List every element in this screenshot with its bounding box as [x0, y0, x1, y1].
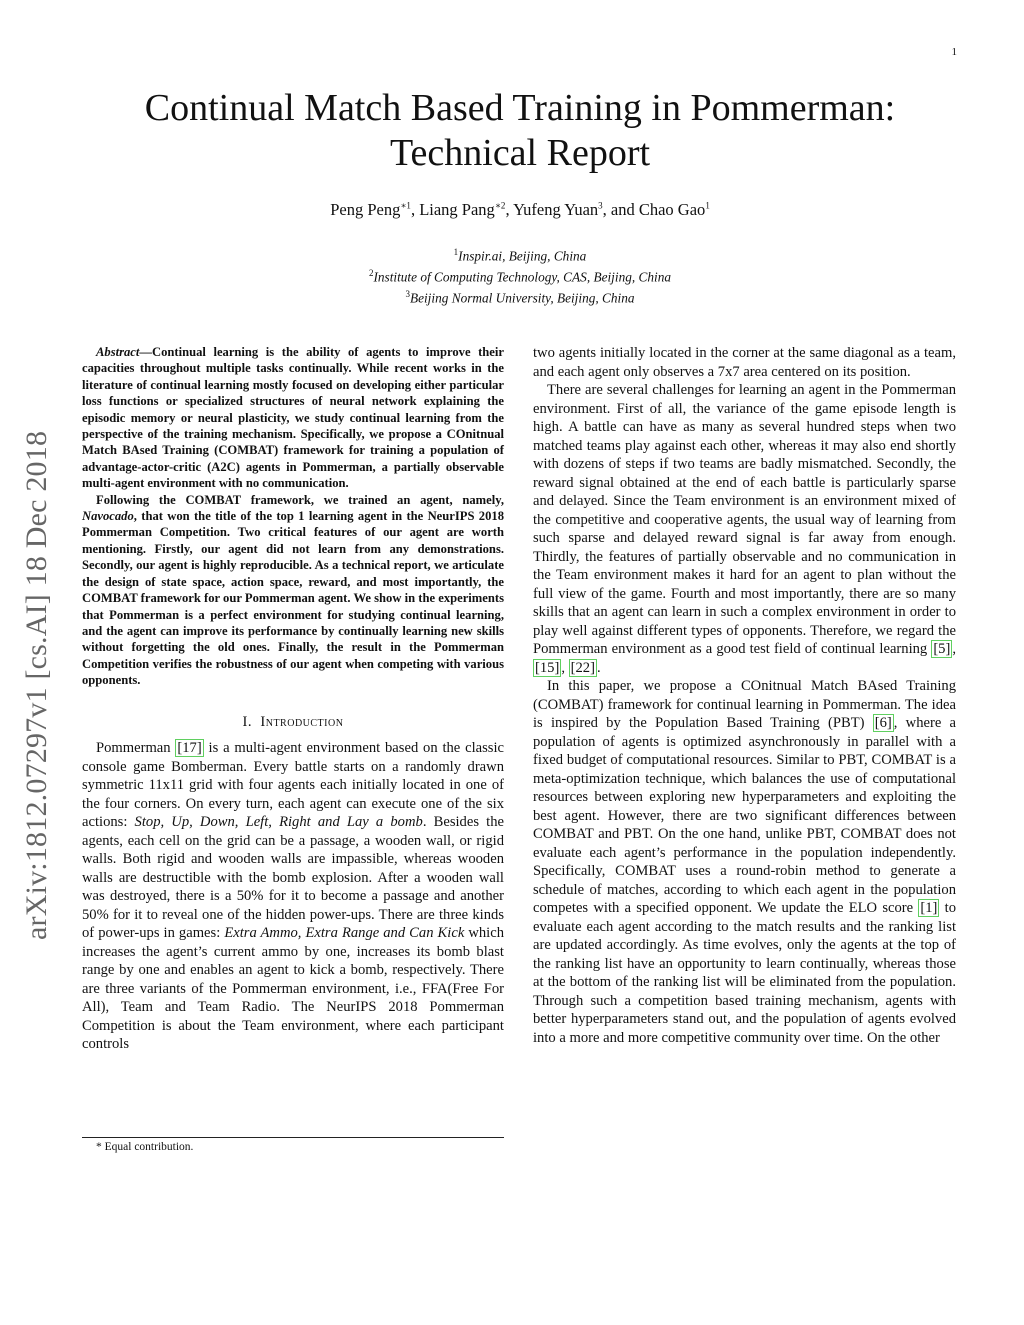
abstract — [82, 344, 504, 689]
citation-link[interactable]: [6] — [874, 715, 892, 731]
citation-link[interactable]: [22] — [570, 659, 595, 676]
page-number: 1 — [951, 46, 957, 58]
affiliation: $^2$Institute of Computing Technology, CAS, Beijing, China — [368, 267, 672, 285]
affiliations — [90, 244, 950, 307]
author-mark: 3 — [598, 200, 603, 211]
body-paragraph: Pommerman [17] is a multi-agent environment based on the classic console game Bomberman. Every battle starts on a randomly drawn symmetric 11x11 grid with four agents each initially located in one of the four corners. On every turn, each agent can execute one of the six actions: Stop, Up, Down, Left, Right and Lay a bomb. Besides the agents, each cell on the grid can be a passage, a wooden wall, or rigid walls. Both rigid and wooden walls are impassible, whereas wooden walls are destructible with the bomb explosion. After a wooden wall was destroyed, there is a 50% for it to become a passage and another 50% for it to reveal one of the hidden power-ups. There are three kinds of power-ups in games: Extra Ammo, Extra Range and Can Kick which increases the agent’s current ammo by one, increases its bomb blast range by one and enables an agent to kick a bomb, respectively. There are three variants of the Pommerman environment, i.e., FFA(Free For All), Team and Team Radio. The NeurIPS 2018 Pommerman Competition is about the Team environment, where each participant controls — [82, 740, 504, 1053]
body-paragraph: There are several challenges for learning an agent in the Pommerman environment. First of all, the variance of the game episode length is high. A battle can have as many as several hundred steps when two matched teams play against each other, whereas it may also end shortly with dozens of steps if two teams are badly mismatched. Secondly, the reward signal obtained at the end of each battle is particularly sparse and delayed. Since the Team environment is an environment mixed of the competitive and cooperative agents, the usual way of learning from such sparse and delayed reward signal is far away from enough. Thirdly, the features of partially observable and no communication in the Team environment makes it hard for an agent to plan without the full view of the game. Fourth and most importantly, there are so many skills that an agent can learn in such a complex environment in order to play well against different types of opponents. Therefore, we regard the Pommerman environment as a good test field of continual learning [5] , [15] , [22] . — [533, 382, 956, 676]
author-mark: ∗2 — [494, 200, 506, 211]
left-column — [82, 344, 504, 1054]
footnote-rule — [82, 1137, 504, 1138]
citation-link[interactable]: [1] — [920, 900, 938, 916]
footnote: * Equal contribution. — [96, 1141, 194, 1153]
abstract-paragraph: Following the COMBAT framework, we trained an agent, namely, Navocado, that won the title of the top 1 learning agent in the NeurIPS 2018 Pommerman Competition. Two critical features of our agent are worth mentioning. Firstly, our agent did not learn from any demonstrations. Secondly, our agent is highly reproducible. As a technical report, we articulate the design of state space, action space, reward, and most importantly, the COMBAT framework for our Pommerman agent. We show in the experiments that Pommerman is a perfect environment for studying continual learning, and the agent can improve its performance by continually learning new skills without forgetting the old ones. Finally, the result in the Pommerman Competition verifies the robustness of our agent when competing with various opponents. — [82, 492, 504, 688]
affiliation: $^3$Beijing Normal University, Beijing, China — [405, 288, 635, 306]
abstract-paragraph: Abstract—Continual learning is the ability of agents to improve their capacities throughout multiple tasks continually. While recent works in the literature of continual learning mostly focused on developing either particular loss functions or specialized structures of neural network explaining the episodic memory or neural plasticity, we study continual learning from the perspective of the training mechanism. Specifically, we propose a COnitnual Match BAsed Training (COMBAT) framework for training a population of advantage-actor-critic (A2C) agents in Pommerman, a partially observable multi-agent environment with no communication. — [82, 345, 504, 491]
citation-link[interactable]: [15] — [535, 659, 560, 676]
body-paragraph: two agents initially located in the corner at the same diagonal as a team, and each agent only observes a 7x7 area centered on its position. — [533, 345, 956, 380]
author-name: Liang Pang — [419, 200, 495, 219]
body-paragraph: In this paper, we propose a COnitnual Match BAsed Training (COMBAT) framework for continual learning in Pommerman. The idea is inspired by the Population Based Training (PBT) [6] , where a population of agents is optimized asynchronously in parallel with a fixed budget of computational resources. Similar to PBT, COMBAT is a meta-optimization technique, which balances the use of computational resources between exploring new hyperparameters and exploiting the best agent. However, there are two significant differences between COMBAT and PBT. On the one hand, unlike PBT, COMBAT does not evaluate each agent’s performance in the population independently. Specifically, COMBAT uses a round-robin method to generate a schedule of matches, according to which each agent in the population competes with a specified opponent. We update the ELO score [1] to evaluate each agent according to the match results and the ranking list are updated accordingly. As time evolves, only the agents at the top of the ranking list have an opportunity to learn continually, whereas those at the bottom of the ranking list will be eliminated from the population. Through such a competition based training mechanism, agents with better hyperparameters stand out, and the population of agents evolved into a more and more competitive community over time. On the other — [533, 678, 957, 1046]
author-mark: ∗1 — [400, 200, 411, 211]
arxiv-identifier: arXiv:1812.07297v1 [cs.AI] 18 Dec 2018 — [20, 430, 53, 940]
citation-link[interactable]: [5] — [933, 641, 951, 657]
section-heading: I. Introduction — [242, 713, 344, 730]
author-name: and Chao Gao — [610, 200, 706, 219]
author-name: Yufeng Yuan — [513, 200, 599, 219]
paper-title — [90, 86, 950, 176]
title-line-2: Technical Report — [389, 132, 651, 174]
agent-name: Navocado — [82, 509, 134, 524]
title-line-1: Continual Match Based Training in Pommerman: — [144, 87, 896, 129]
abstract-label: Abstract — [96, 345, 140, 359]
author-mark: 1 — [705, 200, 710, 211]
affiliation: $^1$Inspir.ai, Beijing, China — [453, 247, 587, 264]
author-name: Peng Peng — [330, 200, 401, 219]
citation-link[interactable]: [17] — [177, 740, 202, 757]
author-list: Peng Peng$^{∗1}$, Liang Pang$^{∗2}$, Yufeng Yuan$^3$, and Chao Gao$^1$ — [330, 200, 710, 219]
right-column — [533, 344, 956, 1047]
